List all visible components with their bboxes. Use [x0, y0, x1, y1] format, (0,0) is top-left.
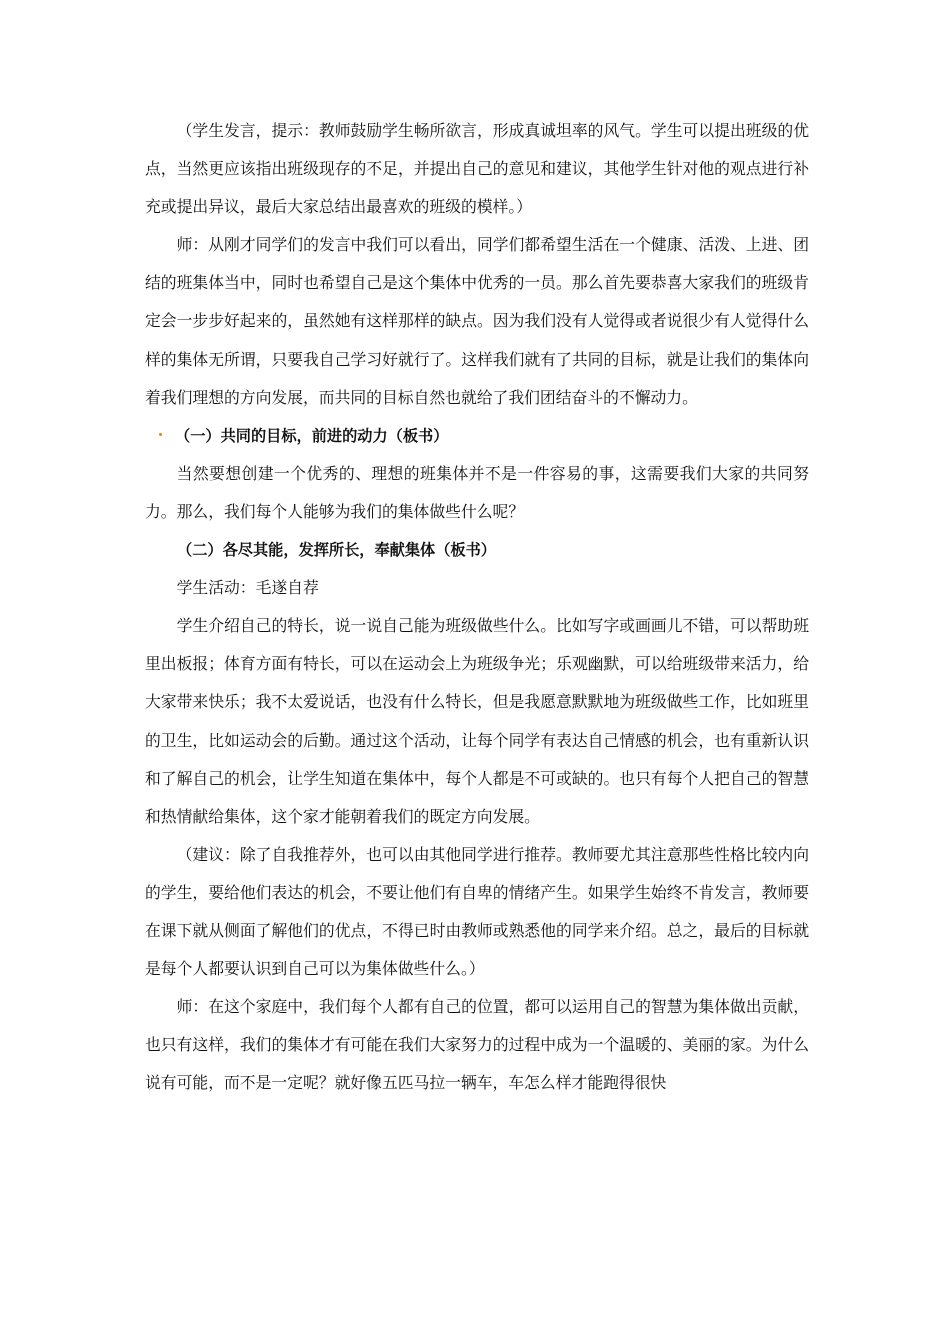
document-body — [145, 112, 809, 1102]
paragraph-student-talents: 学生介绍自己的特长，说一说自己能为班级做些什么。比如写字或画画儿不错，可以帮助班里出板报；体育方面有特长，可以在运动会上为班级争光；乐观幽默，可以给班级带来活力，给大家带来快乐；我不太爱说话，也没有什么特长，但是我愿意默默地为班级做些工作，比如班里的卫生，比如运动会的后勤。通过这个活动，让每个同学有表达自己情感的机会，也有重新认识和了解自己的机会，让学生知道在集体中，每个人都是不可或缺的。也只有每个人把自己的智慧和热情献给集体，这个家才能朝着我们的既定方向发展。 — [145, 616, 809, 826]
heading-section-two-text: （二）各尽其能，发挥所长，奉献集体（板书） — [177, 541, 496, 560]
paragraph-student-activity: 学生活动：毛遂自荐 — [176, 578, 319, 598]
heading-section-one — [145, 417, 809, 455]
paragraph-student-speech-note: （学生发言，提示：教师鼓励学生畅所欲言，形成真诚坦率的风气。学生可以提出班级的优点，当然更应该指出班级现存的不足，并提出自己的意见和建议，其他学生针对他的观点进行补充或提出异议，最后大家总结出最喜欢的班级的模样。） — [145, 121, 809, 217]
bullet-marker-icon — [159, 433, 162, 436]
paragraph-collective-effort: 当然要想创建一个优秀的、理想的班集体并不是一件容易的事，这需要我们大家的共同努力。那么，我们每个人能够为我们的集体做些什么呢？ — [145, 463, 809, 521]
heading-section-one-text: （一）共同的目标，前进的动力（板书） — [175, 426, 449, 445]
paragraph-teacher-common-goal: 师：从刚才同学们的发言中我们可以看出，同学们都希望生活在一个健康、活泼、上进、团结的班集体当中，同时也希望自己是这个集体中优秀的一员。那么首先要恭喜大家我们的班级肯定会一步步好起来的，虽然她有这样那样的缺点。因为我们没有人觉得或者说很少有人觉得什么样的集体无所谓，只要我自己学习好就行了。这样我们就有了共同的目标，就是让我们的集体向着我们理想的方向发展，而共同的目标自然也就给了我们团结奋斗的不懈动力。 — [145, 235, 809, 407]
paragraph-teacher-family: 师：在这个家庭中，我们每个人都有自己的位置，都可以运用自己的智慧为集体做出贡献，也只有这样，我们的集体才有可能在我们大家努力的过程中成为一个温暖的、美丽的家。为什么说有可能，而不是一定呢？就好像五匹马拉一辆车，车怎么样才能跑得很快 — [145, 997, 809, 1093]
heading-section-two — [145, 531, 809, 569]
paragraph-suggestion-note: （建议：除了自我推荐外，也可以由其他同学进行推荐。教师要尤其注意那些性格比较内向的学生，要给他们表达的机会，不要让他们有自卑的情绪产生。如果学生始终不肯发言，教师要在课下就从侧面了解他们的优点，不得已时由教师或熟悉他的同学来介绍。总之，最后的目标就是每个人都要认识到自己可以为集体做些什么。） — [145, 844, 809, 979]
